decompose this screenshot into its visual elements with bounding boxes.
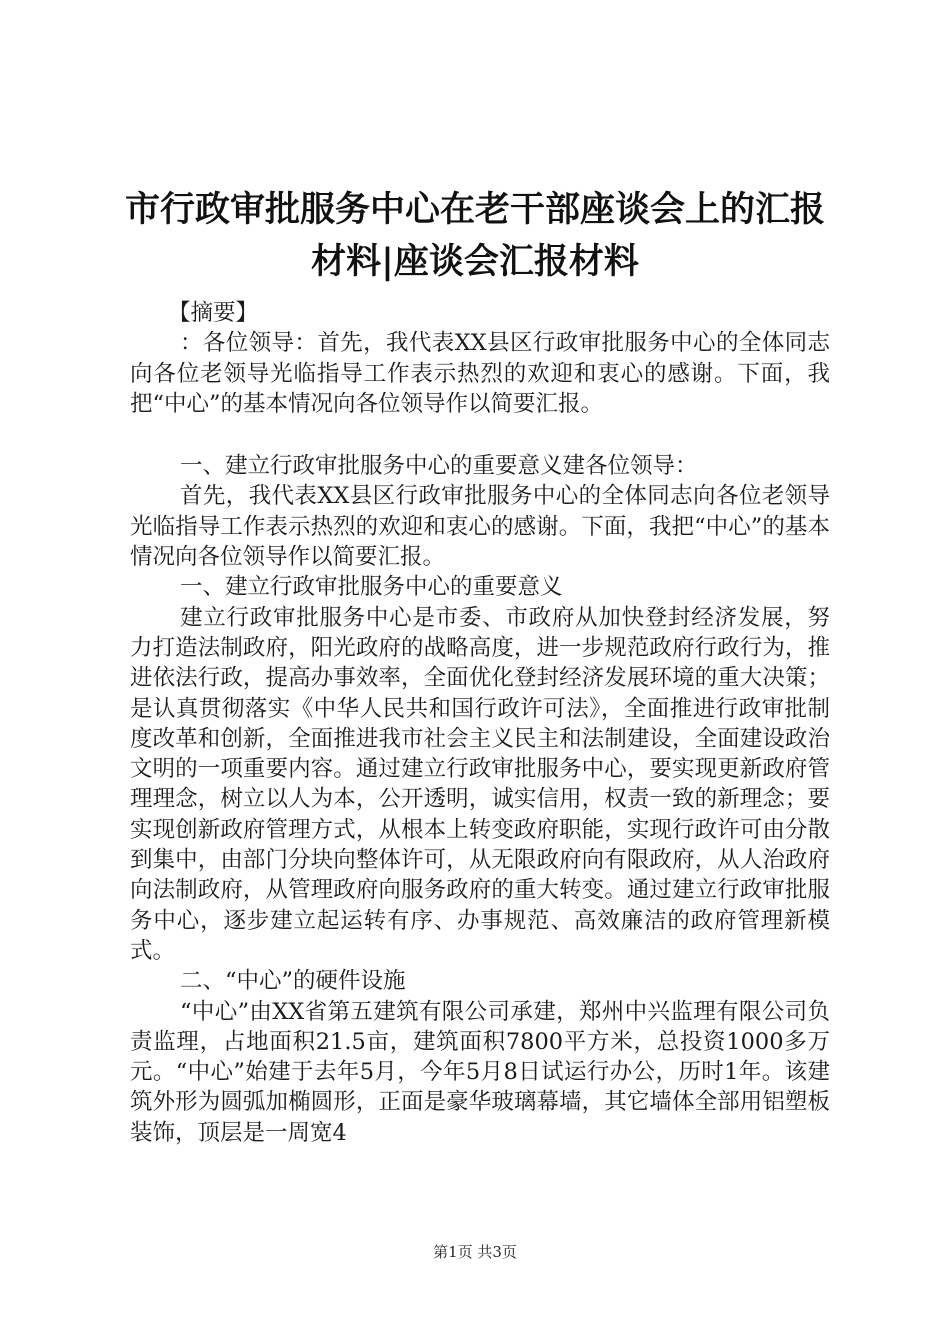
- abstract-paragraph: ：各位领导：首先，我代表XX县区行政审批服务中心的全体同志向各位老领导光临指导工作表示热烈的欢迎和衷心的感谢。下面，我把“中心”的基本情况向各位领导作以简要汇报。: [130, 330, 830, 417]
- section-heading: 二、“中心”的硬件设施: [180, 968, 406, 995]
- document-body: [130, 298, 830, 1148]
- document-title: [100, 184, 850, 288]
- body-paragraph: 建立行政审批服务中心是市委、市政府从加快登封经济发展，努力打造法制政府，阳光政府的战略高度，进一步规范政府行政行为，推进依法行政，提高办事效率，全面优化登封经济发展环境的重大决策；是认真贯彻落实《中华人民共和国行政许可法》，全面推进行政审批制度改革和创新，全面推进我市社会主义民主和法制建设，全面建设政治文明的一项重要内容。通过建立行政审批服务中心，要实现更新政府管理理念，树立以人为本，公开透明，诚实信用，权责一致的新理念；要实现创新政府管理方式，从根本上转变政府职能，实现行政许可由分散到集中，由部门分块向整体许可，从无限政府向有限政府，从人治政府向法制政府，从管理政府向服务政府的重大转变。通过建立行政审批服务中心，逐步建立起运转有序、办事规范、高效廉洁的政府管理新模式。: [130, 604, 830, 964]
- section-heading: 一、建立行政审批服务中心的重要意义: [180, 574, 563, 601]
- abstract-label: 【摘要】: [168, 300, 259, 326]
- paragraph-gap: [130, 419, 830, 451]
- body-paragraph: 首先，我代表XX县区行政审批服务中心的全体同志向各位老领导光临指导工作表示热烈的欢迎和衷心的感谢。下面，我把“中心”的基本情况向各位领导作以简要汇报。: [130, 483, 830, 571]
- page-footer: 第1页 共3页: [433, 1243, 517, 1261]
- section-heading: 一、建立行政审批服务中心的重要意义建各位领导：: [180, 453, 698, 480]
- title-line-2: 材料|座谈会汇报材料: [311, 241, 639, 282]
- title-line-1: 市行政审批服务中心在老干部座谈会上的汇报: [124, 189, 825, 230]
- body-paragraph: “中心”由XX省第五建筑有限公司承建，郑州中兴监理有限公司负责监理，占地面积21.5亩，建筑面积7800平方米，总投资1000多万元。“中心”始建于去年5月，今年5月8日试运行办公，历时1年。该建筑外形为圆弧加椭圆形，正面是豪华玻璃幕墙，其它墙体全部用铝塑板装饰，顶层是一周宽4: [130, 998, 830, 1146]
